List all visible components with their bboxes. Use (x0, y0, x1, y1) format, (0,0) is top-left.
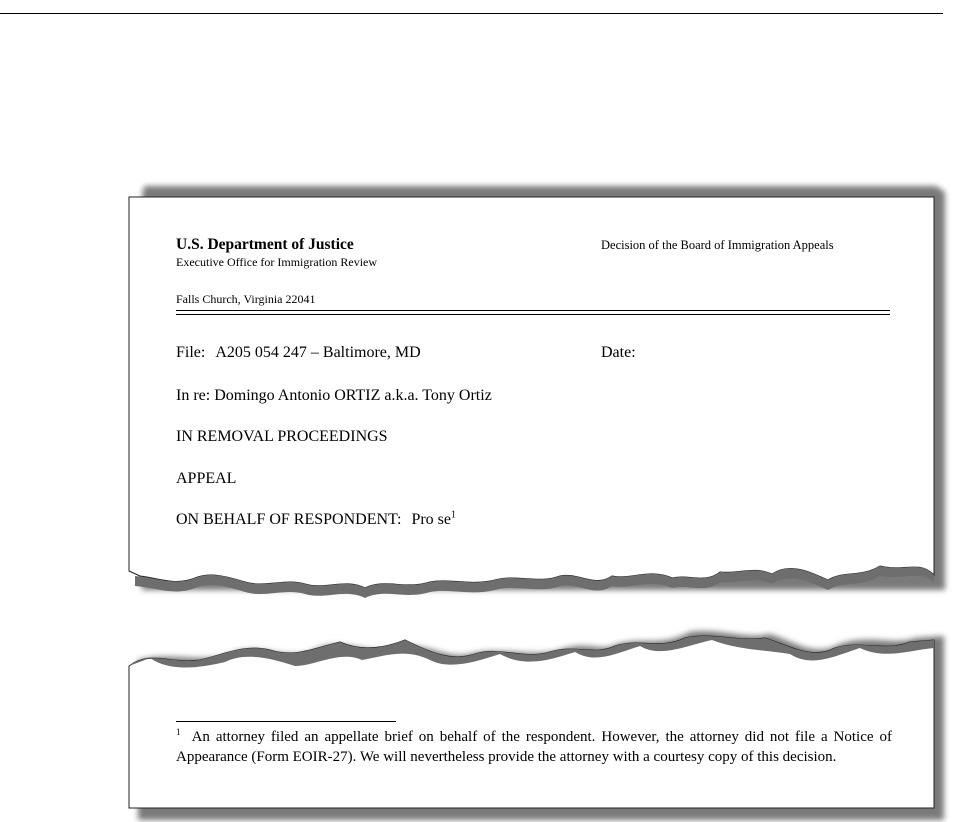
footnote (176, 727, 892, 767)
in-re-line (176, 387, 492, 405)
office-name: Executive Office for Immigration Review (176, 255, 378, 269)
in-re-label: In re: (176, 387, 211, 404)
file-label: File: (176, 344, 206, 361)
representation-value: Pro se (411, 511, 452, 528)
on-behalf-label: ON BEHALF OF RESPONDENT: (176, 511, 402, 528)
on-behalf-line (176, 511, 456, 529)
file-line (176, 344, 421, 362)
lower-paper-fragment (129, 636, 934, 808)
decision-title: Decision of the Board of Immigration Appeals (601, 238, 834, 252)
appeal-label: APPEAL (176, 470, 237, 487)
date-label: Date: (601, 344, 636, 361)
agency-name: U.S. Department of Justice (176, 236, 354, 253)
file-number: A205 054 247 – Baltimore, MD (215, 344, 421, 361)
office-location: Falls Church, Virginia 22041 (176, 292, 316, 306)
footnote-number: 1 (176, 727, 181, 737)
header-rule-upper (176, 310, 890, 311)
footnote-text: An attorney filed an appellate brief on behalf of the respondent. However, the attorney did not file a Notice of Appearance (Form EOIR-27). We will nevertheless provide the attorney with a courtesy copy of this decision. (176, 729, 892, 765)
header-rule-lower (176, 314, 890, 315)
proceedings-type: IN REMOVAL PROCEEDINGS (176, 428, 388, 445)
respondent-name: Domingo Antonio ORTIZ a.k.a. Tony Ortiz (214, 387, 492, 404)
footnote-separator (176, 721, 396, 722)
footnote-reference: 1 (451, 509, 457, 521)
